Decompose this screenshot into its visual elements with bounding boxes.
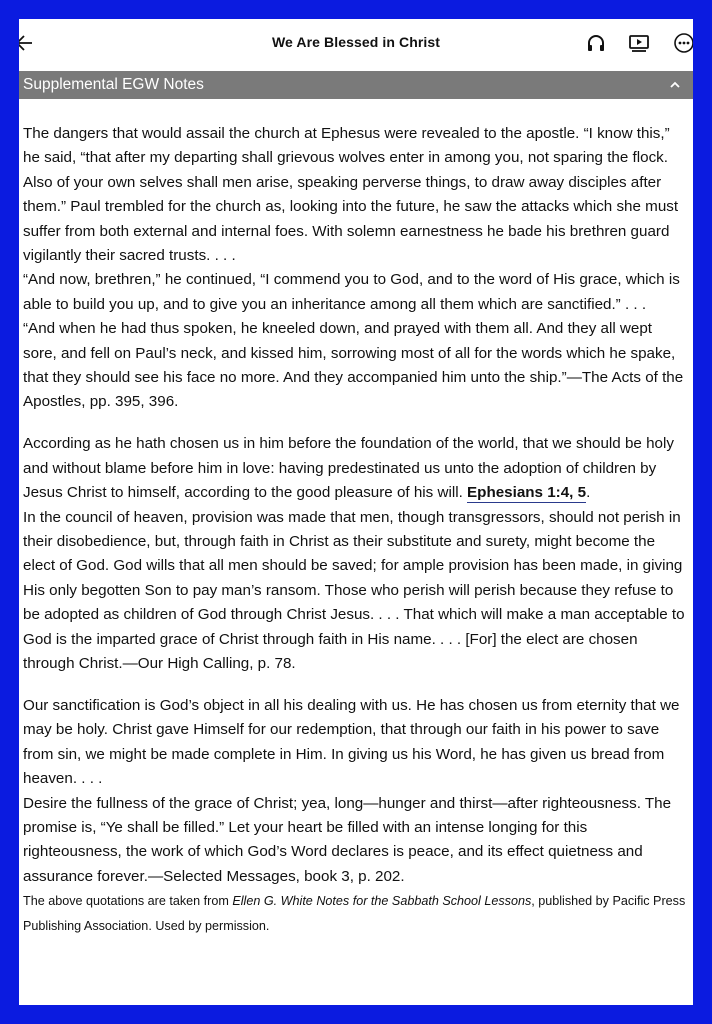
paragraph: The dangers that would assail the church at Ephesus were revealed to the apostle. “I know this,” he said, “that after my departing shall grievous wolves enter in among you, not sparing the flock. Also of your own selves shall men arise, speaking perverse things, to draw away disciples after them.” Paul trembled for the church as, looking into the future, he saw the attacks which she must suffer from both external and internal foes. With solemn earnestness he bade his brethren guard vigilantly their sacred trusts. . . . (23, 125, 679, 265)
section-title: Supplemental EGW Notes (23, 76, 204, 93)
paragraph: Our sanctification is God’s object in all his dealing with us. He has chosen us from eternity that we may be holy. Christ gave Himself for our redemption, that through our faith in his power to save from sin, we might be made complete in Him. In giving us his Word, he has given us bread from heaven. . . . (23, 696, 680, 788)
scripture-end: . (586, 484, 591, 502)
paragraph: “And now, brethren,” he continued, “I commend you to God, and to the word of His grace, which is able to build you up, and to give you an inheritance among all them which are sanctified.” . . . (23, 271, 680, 313)
top-bar (19, 19, 693, 67)
more-options-icon[interactable] (673, 32, 693, 54)
chevron-up-icon[interactable] (669, 79, 681, 91)
scripture-text: According as he hath chosen us in him before the foundation of the world, that we should be holy and without blame before him in love: having predestinated us unto the adoption of children by Jesus Christ to himself, according to the good pleasure of his will. (23, 435, 674, 502)
headphones-icon[interactable] (585, 32, 607, 54)
scripture-reference-link[interactable]: Ephesians 1:4, 5 (467, 484, 587, 502)
app-frame (19, 19, 693, 1005)
section-header[interactable] (19, 71, 693, 99)
attribution-pre: The above quotations are taken from (23, 894, 233, 909)
notes-content (23, 122, 689, 938)
paragraph: “And when he had thus spoken, he kneeled down, and prayed with them all. And they all wept sore, and fell on Paul’s neck, and kissed him, sorrowing most of all for the words which he spake, that they should see his face no more. And they accompanied him unto the ship.”—The Acts of the Apostles, pp. 395, 396. (23, 320, 684, 411)
video-play-icon[interactable] (628, 32, 650, 54)
scripture-paragraph (23, 432, 689, 505)
attribution-book: Ellen G. White Notes for the Sabbath School Lessons (232, 894, 532, 909)
attribution-post: , published by Pacific Press Publishing Association. Used by permission. (23, 894, 686, 933)
attribution-footer (23, 889, 689, 938)
paragraph: In the council of heaven, provision was made that men, though transgressors, should not perish in their disobedience, but, through faith in Christ as their substitute and surety, might become the elect of God. God wills that all men should be saved; for ample provision has been made, in giving His only begotten Son to pay man’s ransom. Those who perish will perish because they refuse to be adopted as children of God through Christ Jesus. . . . That which will make a man acceptable to God is the imparted grace of Christ through faith in His name. . . . [For] the elect are chosen through Christ.—Our High Calling, p. 78. (23, 508, 685, 673)
page-title: We Are Blessed in Christ (271, 34, 441, 50)
paragraph: Desire the fullness of the grace of Christ; yea, long—hunger and thirst—after righteousness. The promise is, “Ye shall be filled.” Let your heart be filled with an intense longing for this righteousness, the work of which God’s Word declares is peace, and its effect quietness and assurance forever.—Selected Messages, book 3, p. 202. (23, 794, 672, 885)
